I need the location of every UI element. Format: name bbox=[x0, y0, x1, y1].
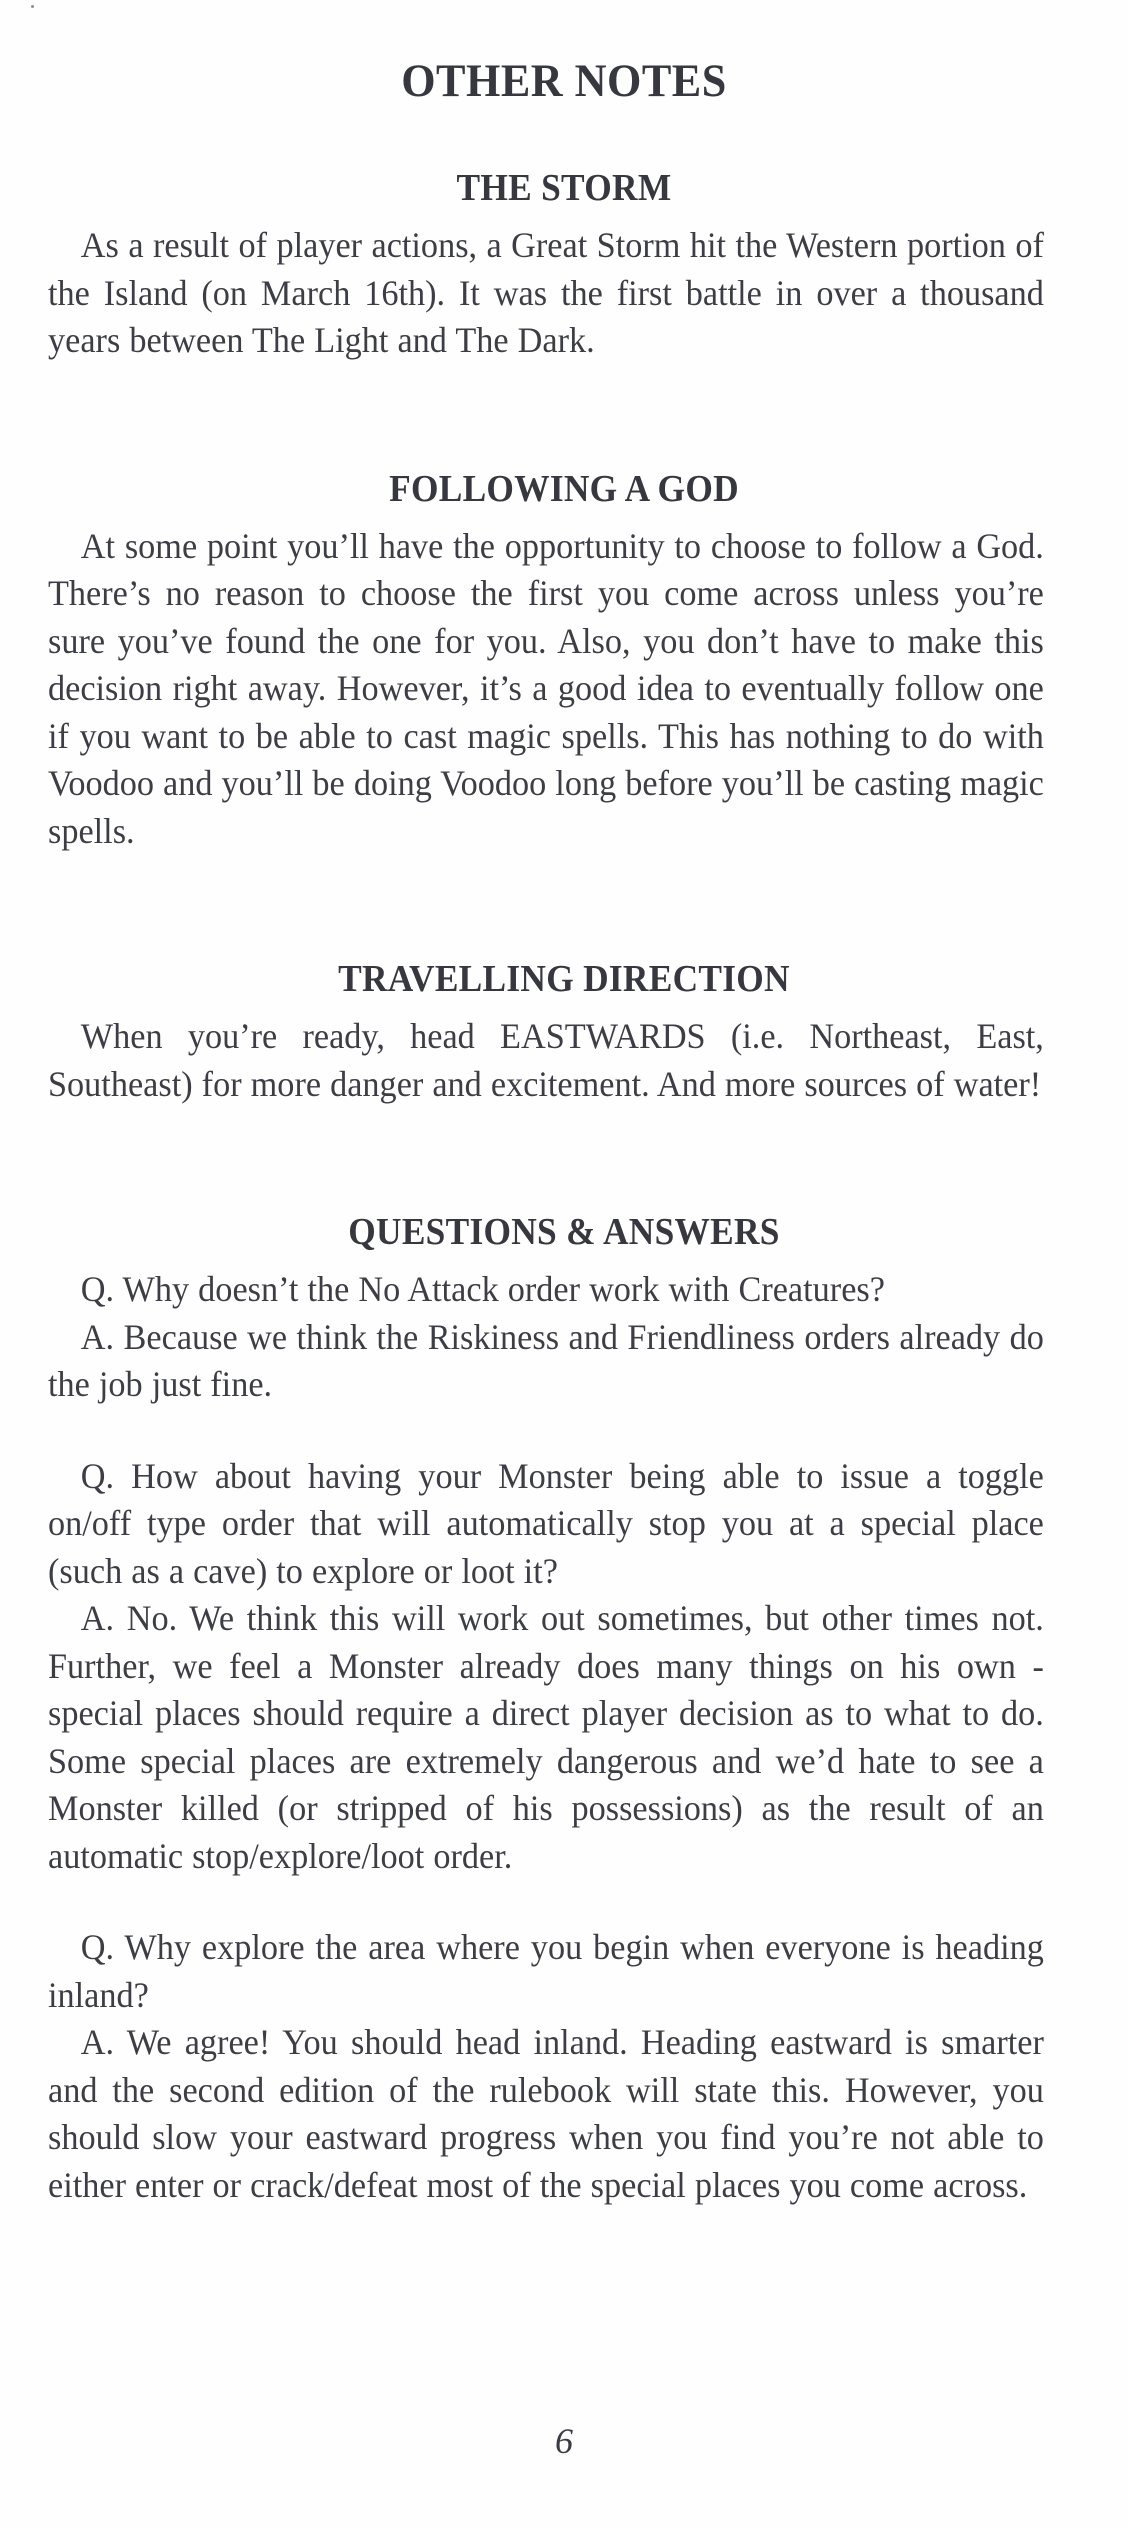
section-heading-questions-and-answers: QUESTIONS & ANSWERS bbox=[348, 1211, 780, 1253]
page-content bbox=[48, 40, 1080, 2209]
spacer bbox=[48, 855, 1080, 913]
spacer bbox=[48, 1001, 1080, 1013]
scan-speck bbox=[31, 5, 34, 8]
qa-question: Q. Why explore the area where you begin when everyone is heading inland? bbox=[48, 1927, 1044, 2015]
spacer bbox=[48, 1254, 1080, 1266]
spacer bbox=[48, 1108, 1080, 1166]
section-paragraph-following-a-god: At some point you’ll have the opportunity to choose to follow a God. There’s no reason to choose the first you come across unless you’re sure you’ve found the one for you. Also, you don’t have to make this decision right away. However, it’s a good idea to eventually follow one if you want to be able to cast magic spells. This has nothing to do with Voodoo and you’ll be doing Voodoo long before you’ll be casting magic spells. bbox=[48, 525, 1044, 851]
spacer bbox=[48, 210, 1080, 222]
spacer bbox=[48, 365, 1080, 423]
section-paragraph-travelling-direction: When you’re ready, head EASTWARDS (i.e. Northeast, East, Southeast) for more danger and excitement. And more sources of water! bbox=[48, 1016, 1044, 1104]
section-heading-following-a-god: FOLLOWING A GOD bbox=[389, 467, 739, 510]
spacer bbox=[48, 511, 1080, 523]
spacer bbox=[48, 108, 1080, 166]
section-heading-the-storm: THE STORM bbox=[456, 167, 672, 209]
spacer bbox=[48, 1166, 1080, 1210]
spacer bbox=[48, 913, 1080, 957]
section-paragraph-the-storm: As a result of player actions, a Great Storm hit the Western portion of the Island (on March 16th). It was the first battle in over a thousand years between The Light and The Dark. bbox=[48, 225, 1044, 360]
qa-answer: A. No. We think this will work out sometimes, but other times not. Further, we feel a Monster already does many things on his own - special places should require a direct player decision as to what to do. Some special places are extremely dangerous and we’d hate to see a Monster killed (or stripped of his possessions) as the result of an automatic stop/explore/loot order. bbox=[48, 1598, 1044, 1876]
page-number: 6 bbox=[555, 2421, 573, 2461]
qa-question: Q. How about having your Monster being able to issue a toggle on/off type order that will automatically stop you at a special place (such as a cave) to explore or loot it? bbox=[48, 1455, 1044, 1591]
spacer bbox=[48, 423, 1080, 467]
qa-question: Q. Why doesn’t the No Attack order work with Creatures? bbox=[80, 1269, 885, 1309]
qa-answer: A. We agree! You should head inland. Heading eastward is smarter and the second edition of the rulebook will state this. However, you should slow your eastward progress when you find you’re not able to either enter or crack/defeat most of the special places you come across. bbox=[48, 2022, 1044, 2205]
spacer bbox=[48, 1409, 1080, 1453]
spacer bbox=[48, 1880, 1080, 1924]
page-title: OTHER NOTES bbox=[401, 55, 727, 107]
qa-answer: A. Because we think the Riskiness and Friendliness orders already do the job just fine. bbox=[48, 1316, 1044, 1404]
section-heading-travelling-direction: TRAVELLING DIRECTION bbox=[338, 958, 790, 1000]
